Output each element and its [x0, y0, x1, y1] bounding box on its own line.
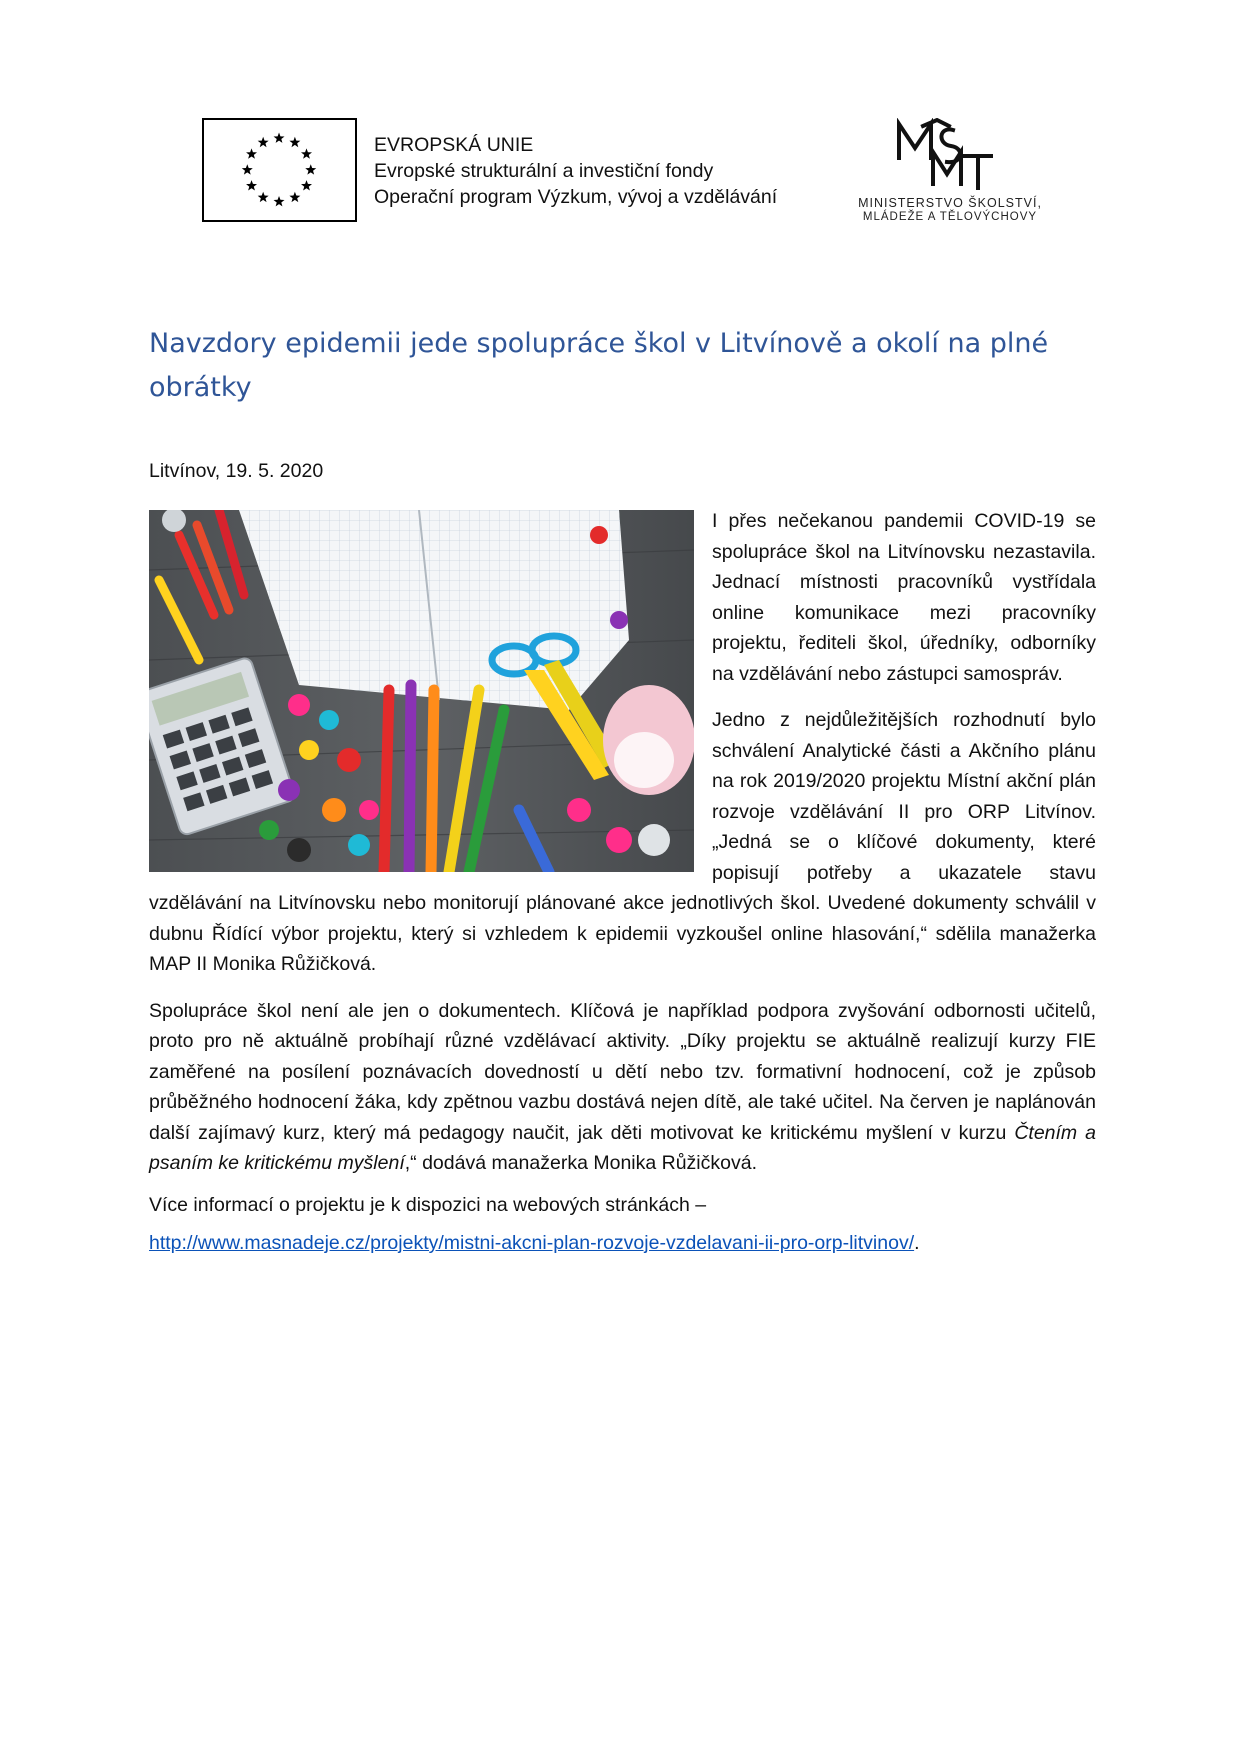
school-supplies-photo: [149, 510, 694, 872]
eu-star-icon: [301, 148, 312, 158]
more-info-text: Více informací o projektu je k dispozici na webových stránkách –: [149, 1194, 707, 1216]
eu-star-icon: [258, 192, 269, 202]
project-website-link[interactable]: http://www.masnadeje.cz/projekty/mistni-akcni-plan-rozvoje-vzdelavani-ii-pro-orp-litvinov/: [149, 1232, 915, 1254]
link-suffix: .: [914, 1232, 920, 1254]
paragraph-3-text-a: Spolupráce škol není ale jen o dokumentech. Klíčová je například podpora zvyšování odbornosti učitelů, proto pro ně aktuálně probíhají různé vzdělávací aktivity. „Díky projektu se aktuálně realizují kurzy FIE zaměřené na posílení poznávacích dovedností u dětí nebo tzv. formativní hodnocení, což je způsob průběžného hodnocení žáka, kdy zpětnou vazbu dostává nejen dítě, ale také učitel. Na červen je naplánován další zajímavý kurz, který má pedagogy naučit, jak děti motivovat ke kritickému myšlení v kurzu: [149, 999, 1096, 1144]
article-body: [149, 506, 1096, 1195]
eu-star-icon: [289, 192, 300, 202]
eu-star-icon: [246, 148, 257, 158]
paragraph-3-text-b: ,“ dodává manažerka Monika Růžičková.: [404, 1152, 757, 1174]
paragraph-1: I přes nečekanou pandemii COVID-19 se spolupráce škol na Litvínovsku nezastavila. Jednací místnosti pracovníků vystřídala online komunikace mezi pracovníky projektu, řediteli škol, úředníky, odborníky na vzdělávání nebo zástupci samospráv.: [712, 510, 1096, 685]
eu-star-icon: [301, 180, 312, 190]
article-dateline: Litvínov, 19. 5. 2020: [149, 460, 324, 482]
course-name: Čtením a psaním ke kritickému myšlení: [149, 1121, 1096, 1174]
eu-star-icon: [258, 137, 269, 147]
paragraph-3: [149, 996, 1096, 1179]
article-title: Navzdory epidemii jede spolupráce škol v Litvínově a okolí na plné obrátky: [149, 328, 1049, 403]
msmt-logo: [835, 118, 1055, 228]
school-supplies-photo-icon: [149, 510, 694, 872]
eu-line-2: Evropské strukturální a investiční fondy: [374, 160, 714, 182]
eu-star-icon: [274, 133, 285, 143]
eu-star-icon: [274, 196, 285, 206]
msmt-logo-icon: [893, 118, 993, 190]
link-line: [149, 1228, 920, 1258]
msmt-line-1: MINISTERSTVO ŠKOLSTVÍ,: [858, 196, 1042, 210]
paragraph-2: Jedno z nejdůležitějších rozhodnutí bylo schválení Analytické části a Akčního plánu na rok 2019/2020 projektu Místní akční plán rozvoje vzdělávání II pro ORP Litvínov. „Jedná se o klíčové dokumenty, které popisují potřeby a ukazatele stavu vzdělávání na Litvínovsku nebo monitorují plánované akce jednotlivých škol. Uvedené dokumenty schválil v dubnu Řídící výbor projektu, který si vzhledem k epidemii vyzkoušel online hlasování,“ sdělila manažerka MAP II Monika Růžičková.: [149, 709, 1096, 975]
eu-flag-logo: [202, 118, 357, 222]
eu-logo-text: [374, 132, 777, 210]
eu-line-3: Operační program Výzkum, vývoj a vzdělávání: [374, 186, 778, 208]
eu-flag-icon: [204, 120, 355, 220]
msmt-line-2: MLÁDEŽE A TĚLOVÝCHOVY: [862, 211, 1038, 223]
eu-star-icon: [289, 137, 300, 147]
eu-star-icon: [246, 180, 257, 190]
eu-line-1: EVROPSKÁ UNIE: [374, 134, 534, 156]
eu-star-icon: [305, 164, 316, 174]
eu-star-icon: [242, 164, 253, 174]
